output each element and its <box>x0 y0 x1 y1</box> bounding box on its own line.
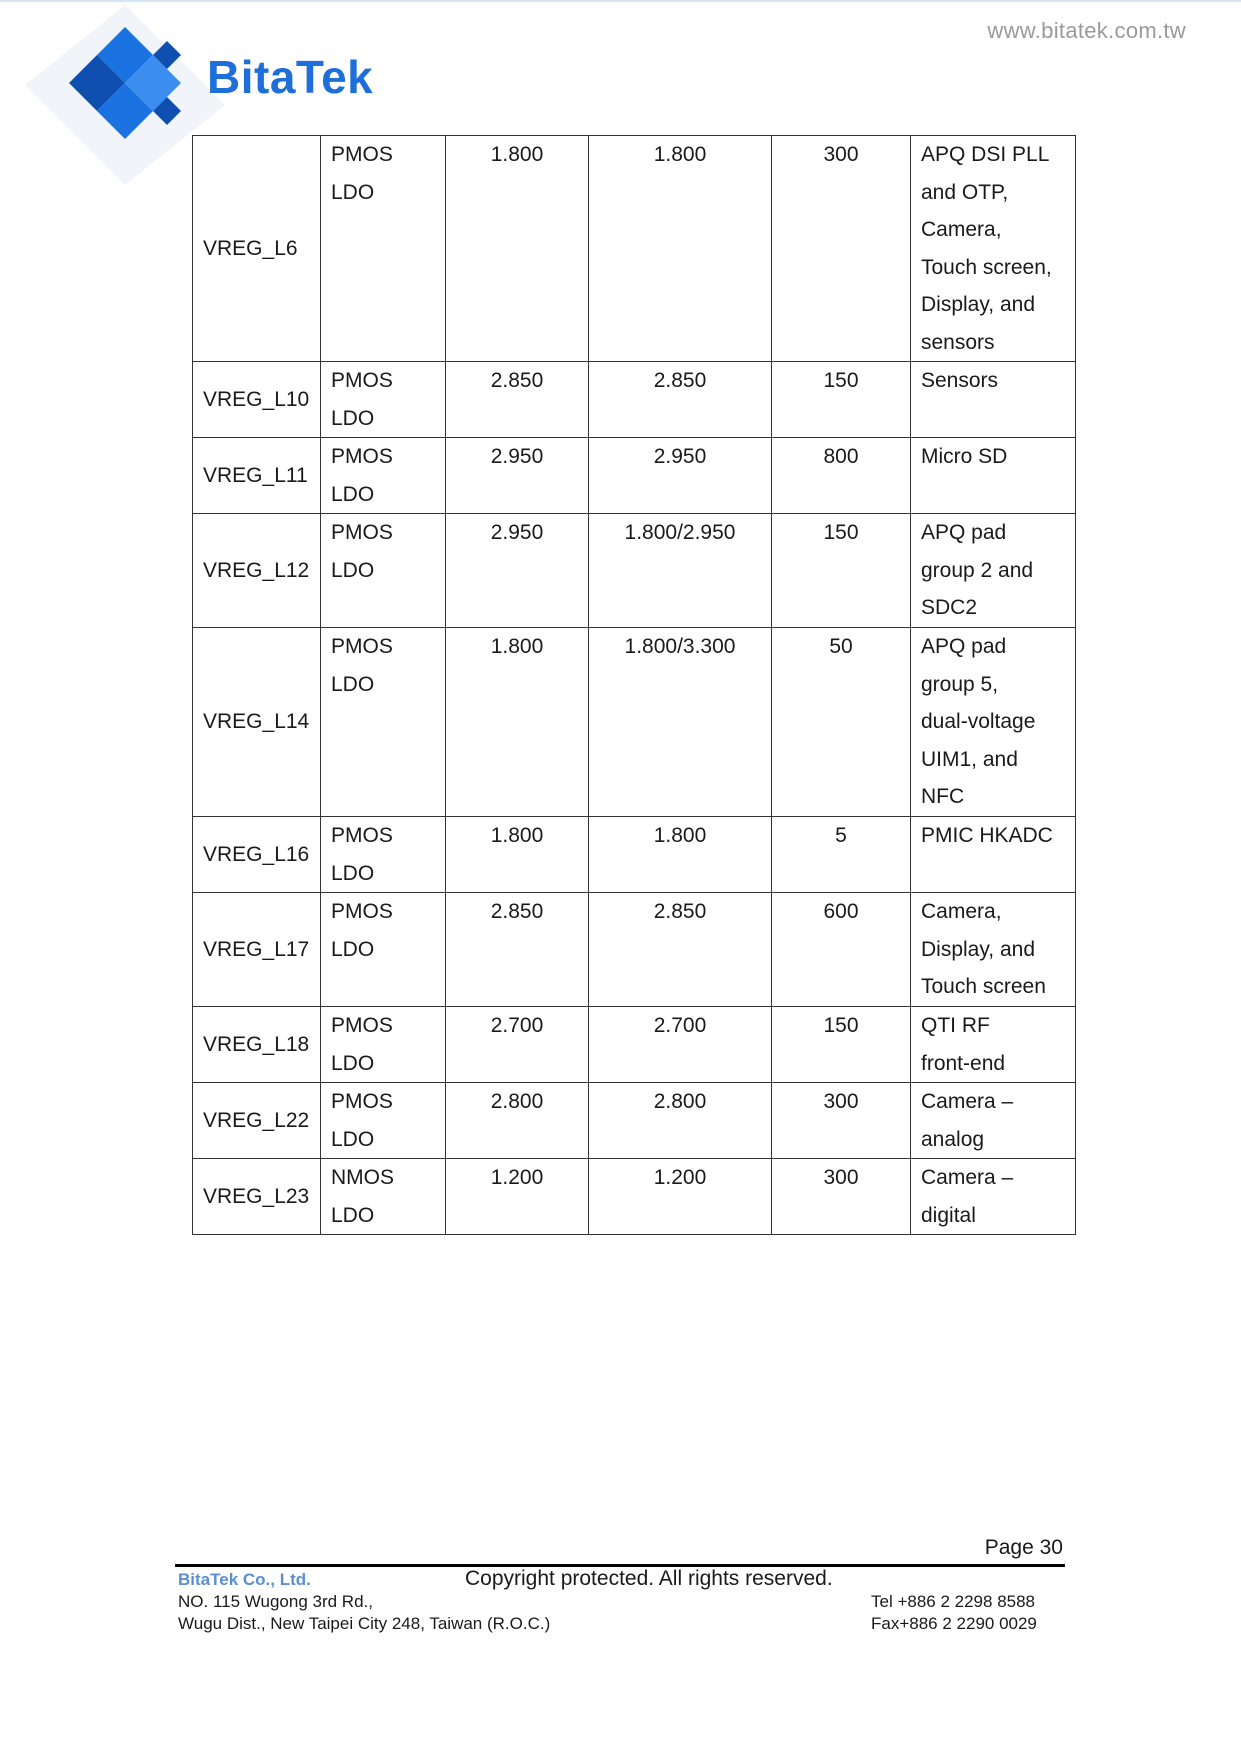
voltage-1-cell <box>446 628 589 817</box>
voltage-2-cell <box>589 514 772 628</box>
usage-cell-line: Camera, <box>921 900 1002 923</box>
usage-cell-line: digital <box>921 1203 976 1227</box>
voltage-1-cell-line: 2.850 <box>490 900 544 923</box>
voltage-1-cell-line: 1.800 <box>490 635 544 658</box>
regulator-name-cell-line: VREG_L23 <box>203 1184 310 1208</box>
voltage-1-cell <box>446 514 589 628</box>
regulator-type-cell <box>321 136 446 362</box>
usage-cell-line: Micro SD <box>921 445 1008 468</box>
voltage-1-cell-line: 2.700 <box>490 1014 544 1037</box>
usage-cell-line: QTI RF <box>921 1014 990 1037</box>
usage-cell-line: APQ DSI PLL <box>921 143 1050 166</box>
table-row <box>193 817 1076 893</box>
regulator-type-cell-line: PMOS <box>331 143 393 166</box>
voltage-2-cell-line: 1.800 <box>653 143 707 166</box>
current-cell-line: 800 <box>823 445 859 468</box>
current-cell <box>772 817 911 893</box>
top-border-line <box>0 0 1241 2</box>
regulator-name-cell <box>193 136 321 362</box>
footer-tel: Tel +886 2 2298 8588 <box>871 1592 1036 1611</box>
table-row <box>193 628 1076 817</box>
regulator-name-cell-line: VREG_L11 <box>203 463 308 487</box>
regulator-type-cell-line: LDO <box>331 672 375 696</box>
usage-cell-line: group 2 and <box>921 558 1034 582</box>
voltage-2-cell <box>589 893 772 1007</box>
voltage-2-cell-line: 2.700 <box>653 1014 707 1037</box>
usage-cell-line: sensors <box>921 330 995 354</box>
regulator-type-cell-line: PMOS <box>331 521 393 544</box>
usage-cell-line: Display, and <box>921 937 1036 961</box>
usage-cell-line: Touch screen, <box>921 255 1052 279</box>
voltage-1-cell-line: 1.200 <box>490 1166 544 1189</box>
usage-cell-line: Display, and <box>921 293 1036 316</box>
regulator-type-cell <box>321 438 446 514</box>
table-row <box>193 136 1076 362</box>
regulator-type-cell <box>321 362 446 438</box>
usage-cell <box>911 1007 1076 1083</box>
current-cell <box>772 893 911 1007</box>
regulator-name-cell <box>193 1007 321 1083</box>
regulator-type-cell-line: LDO <box>331 1127 375 1151</box>
voltage-1-cell-line: 1.800 <box>490 824 544 847</box>
voltage-1-cell <box>446 1007 589 1083</box>
usage-cell-line: PMIC HKADC <box>921 824 1053 847</box>
table-row <box>193 514 1076 628</box>
regulator-name-cell-line: VREG_L6 <box>203 236 298 260</box>
regulator-name-cell-line: VREG_L17 <box>203 937 310 961</box>
voltage-2-cell-line: 2.850 <box>653 369 707 392</box>
usage-cell <box>911 817 1076 893</box>
voltage-1-cell <box>446 362 589 438</box>
regulator-type-cell-line: LDO <box>331 180 375 204</box>
current-cell <box>772 136 911 362</box>
usage-cell-line: Camera – <box>921 1166 1014 1189</box>
table-row <box>193 1007 1076 1083</box>
usage-cell-line: analog <box>921 1127 985 1151</box>
usage-cell <box>911 362 1076 438</box>
voltage-2-cell <box>589 1083 772 1159</box>
usage-cell <box>911 1083 1076 1159</box>
table-row <box>193 1159 1076 1235</box>
voltage-2-cell <box>589 136 772 362</box>
voltage-2-cell <box>589 438 772 514</box>
regulator-type-cell-line: LDO <box>331 558 375 582</box>
voltage-2-cell <box>589 628 772 817</box>
current-cell <box>772 362 911 438</box>
usage-cell <box>911 514 1076 628</box>
voltage-2-cell <box>589 1159 772 1235</box>
current-cell-line: 150 <box>823 369 859 392</box>
page-number: Page 30 <box>984 1536 1063 1559</box>
voltage-2-cell <box>589 362 772 438</box>
table-body <box>193 136 1076 1235</box>
voltage-2-cell-line: 2.850 <box>653 900 707 923</box>
website-url: www.bitatek.com.tw <box>987 18 1186 43</box>
usage-cell-line: Camera – <box>921 1090 1014 1113</box>
footer-fax: Fax+886 2 2290 0029 <box>871 1614 1037 1633</box>
regulator-type-cell <box>321 1083 446 1159</box>
voltage-1-cell <box>446 438 589 514</box>
usage-cell-line: NFC <box>921 785 965 808</box>
usage-cell-line: Camera, <box>921 218 1002 241</box>
usage-cell-line: UIM1, and <box>921 747 1018 771</box>
voltage-1-cell-line: 2.950 <box>490 521 544 544</box>
regulator-name-cell <box>193 893 321 1007</box>
voltage-1-cell <box>446 893 589 1007</box>
footer-company: BitaTek Co., Ltd. <box>178 1570 311 1589</box>
regulator-name-cell-line: VREG_L18 <box>203 1032 310 1056</box>
voltage-2-cell <box>589 817 772 893</box>
voltage-1-cell-line: 2.950 <box>490 445 544 468</box>
regulator-name-cell-line: VREG_L12 <box>203 558 310 582</box>
regulator-type-cell <box>321 1159 446 1235</box>
regulator-name-cell <box>193 514 321 628</box>
voltage-1-cell <box>446 1083 589 1159</box>
regulator-name-cell <box>193 817 321 893</box>
voltage-2-cell-line: 2.950 <box>653 445 707 468</box>
voltage-1-cell-line: 2.850 <box>490 369 544 392</box>
table-row <box>193 438 1076 514</box>
regulator-type-cell-line: PMOS <box>331 824 393 847</box>
regulator-type-cell-line: NMOS <box>331 1166 394 1189</box>
voltage-2-cell-line: 1.800/3.300 <box>624 635 736 658</box>
footer-copyright: Copyright protected. All rights reserved. <box>465 1567 833 1590</box>
regulator-type-cell-line: LDO <box>331 406 375 430</box>
regulator-type-cell <box>321 628 446 817</box>
regulator-name-cell <box>193 1083 321 1159</box>
usage-cell-line: APQ pad <box>921 521 1007 544</box>
regulator-type-cell <box>321 1007 446 1083</box>
current-cell <box>772 1007 911 1083</box>
regulator-type-cell-line: LDO <box>331 1203 375 1227</box>
regulator-type-cell-line: LDO <box>331 482 375 506</box>
usage-cell <box>911 136 1076 362</box>
regulator-type-cell <box>321 817 446 893</box>
current-cell <box>772 1083 911 1159</box>
current-cell-line: 5 <box>835 824 847 847</box>
current-cell-line: 150 <box>823 1014 859 1037</box>
voltage-1-cell <box>446 136 589 362</box>
table-row <box>193 362 1076 438</box>
usage-cell-line: Touch screen <box>921 975 1046 998</box>
voltage-2-cell-line: 2.800 <box>653 1090 707 1113</box>
regulator-name-cell <box>193 438 321 514</box>
voltage-2-cell-line: 1.800/2.950 <box>624 521 736 544</box>
footer-address-line1: NO. 115 Wugong 3rd Rd., <box>178 1592 373 1611</box>
regulator-spec-table <box>192 135 1076 1235</box>
voltage-1-cell-line: 1.800 <box>490 143 544 166</box>
regulator-type-cell-line: LDO <box>331 861 375 885</box>
table-row <box>193 1083 1076 1159</box>
current-cell <box>772 514 911 628</box>
regulator-name-cell-line: VREG_L10 <box>203 387 310 411</box>
regulator-name-cell <box>193 1159 321 1235</box>
usage-cell-line: SDC2 <box>921 596 978 619</box>
voltage-1-cell-line: 2.800 <box>490 1090 544 1113</box>
regulator-type-cell-line: PMOS <box>331 369 393 392</box>
usage-cell <box>911 438 1076 514</box>
usage-cell-line: and OTP, <box>921 180 1009 204</box>
usage-cell-line: Sensors <box>921 369 999 392</box>
usage-cell <box>911 628 1076 817</box>
regulator-type-cell-line: PMOS <box>331 1090 393 1113</box>
logo-text: BitaTek <box>207 51 374 103</box>
regulator-name-cell-line: VREG_L14 <box>203 710 310 734</box>
regulator-type-cell <box>321 514 446 628</box>
current-cell-line: 300 <box>823 1090 859 1113</box>
current-cell-line: 300 <box>823 143 859 166</box>
regulator-type-cell-line: PMOS <box>331 1014 393 1037</box>
regulator-type-cell-line: PMOS <box>331 445 393 468</box>
current-cell-line: 300 <box>823 1166 859 1189</box>
regulator-name-cell <box>193 362 321 438</box>
regulator-name-cell <box>193 628 321 817</box>
voltage-2-cell-line: 1.800 <box>653 824 707 847</box>
voltage-2-cell-line: 1.200 <box>653 1166 707 1189</box>
regulator-type-cell-line: PMOS <box>331 900 393 923</box>
current-cell-line: 50 <box>829 635 853 658</box>
regulator-name-cell-line: VREG_L16 <box>203 842 310 866</box>
regulator-type-cell-line: LDO <box>331 1051 375 1075</box>
current-cell <box>772 1159 911 1235</box>
current-cell <box>772 438 911 514</box>
current-cell-line: 150 <box>823 521 859 544</box>
usage-cell-line: group 5, <box>921 672 999 696</box>
current-cell <box>772 628 911 817</box>
voltage-1-cell <box>446 817 589 893</box>
usage-cell-line: APQ pad <box>921 635 1007 658</box>
usage-cell <box>911 893 1076 1007</box>
usage-cell-line: front-end <box>921 1051 1006 1075</box>
regulator-name-cell-line: VREG_L22 <box>203 1108 310 1132</box>
voltage-2-cell <box>589 1007 772 1083</box>
footer-address-line2: Wugu Dist., New Taipei City 248, Taiwan (R.O.C.) <box>178 1614 551 1633</box>
voltage-1-cell <box>446 1159 589 1235</box>
usage-cell <box>911 1159 1076 1235</box>
regulator-type-cell-line: LDO <box>331 937 375 961</box>
regulator-type-cell-line: PMOS <box>331 635 393 658</box>
current-cell-line: 600 <box>823 900 859 923</box>
regulator-type-cell <box>321 893 446 1007</box>
usage-cell-line: dual-voltage <box>921 710 1036 733</box>
table-row <box>193 893 1076 1007</box>
